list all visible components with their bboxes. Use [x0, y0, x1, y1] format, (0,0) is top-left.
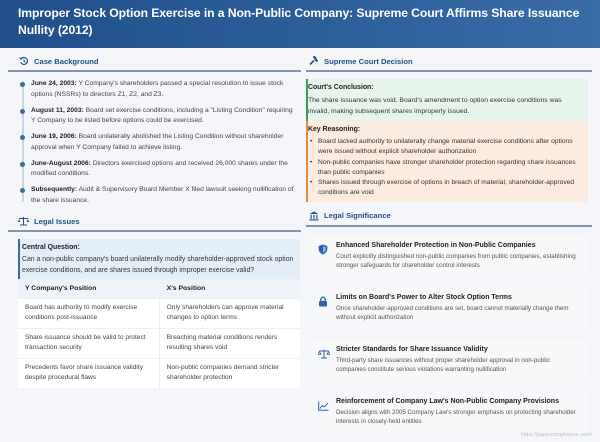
page-header [0, 0, 600, 48]
shield-icon [318, 241, 332, 273]
timeline-item [31, 132, 296, 153]
history-icon [18, 56, 29, 67]
significance-card [310, 390, 588, 435]
positions-table [18, 279, 300, 388]
key-reasoning-list [308, 137, 584, 199]
court-conclusion-label: Court's Conclusion: [308, 84, 374, 91]
timeline-date: June-August 2006: [31, 159, 91, 167]
timeline-text: Directors exercised options and received 26,000 shares under the modified conditions. [31, 159, 288, 177]
legal-significance-title: Legal Significance [324, 211, 391, 221]
key-reasoning-label: Key Reasoning: [308, 126, 361, 133]
scale-icon [18, 216, 29, 227]
column-header-y-company: Y Company's Position [18, 279, 159, 298]
gavel-icon [308, 56, 319, 67]
card-title: Enhanced Shareholder Protection in Non-Public Companies [336, 241, 536, 249]
table-row [18, 328, 300, 358]
timeline-text: Y Company's shareholders passed a special resolution to issue stock options (NSSRs) to directors Z1, Z2, and Z3. [31, 80, 284, 98]
reasoning-item: • Board lacked authority to unilaterally change material exercise conditions after options were issued without explicit shareholder authorization [308, 137, 584, 158]
timeline-text: Audit & Supervisory Board Member X filed lawsuit seeking nullification of the share issuance. [31, 186, 294, 204]
balance-scale-icon [318, 345, 332, 377]
card-title: Reinforcement of Company Law's Non-Public Company Provisions [336, 397, 559, 405]
timeline-dot [20, 109, 25, 114]
timeline-date: June 24, 2003: [31, 80, 77, 87]
supreme-court-decision-header [306, 52, 592, 72]
significance-card [310, 286, 588, 331]
timeline-item [31, 79, 296, 100]
table-cell: Breaching material conditions renders resulting shares void [159, 328, 300, 358]
lock-icon [318, 293, 332, 325]
legal-issues-header [8, 212, 301, 232]
case-background-title: Case Background [34, 56, 99, 66]
right-column [306, 48, 592, 435]
timeline-item [31, 159, 296, 180]
timeline-date: August 11, 2003: [31, 106, 84, 114]
reasoning-item: • Non-public companies have stronger shareholder protection regarding share issuances than public companies [308, 158, 584, 179]
case-background-header [8, 52, 301, 72]
card-title: Stricter Standards for Share Issuance Validity [336, 345, 488, 353]
timeline-text: Board set exercise conditions, including a "Listing Condition" requiring Y Company to be listed before options could be exercised. [31, 106, 293, 124]
court-conclusion-box [306, 79, 588, 121]
landmark-icon [308, 210, 319, 221]
table-header-row [18, 279, 300, 298]
card-description: Decision aligns with 2005 Company Law's stronger emphasis on protecting shareholder interests in closely-held entities [336, 408, 576, 426]
timeline-item [31, 106, 296, 127]
timeline-dot [20, 162, 25, 167]
table-cell: Board has authority to modify exercise conditions post-issuance [18, 298, 159, 328]
source-watermark: https://japancompliance.com/ [520, 432, 592, 438]
column-header-x: X's Position [159, 279, 300, 298]
card-title: Limits on Board's Power to Alter Stock Option Terms [336, 293, 512, 301]
significance-card [310, 338, 588, 383]
timeline-text: Board unilaterally abolished the Listing Condition without shareholder approval when Y Company failed to achieve listing. [31, 133, 284, 151]
table-row [18, 298, 300, 328]
central-question-label: Central Question: [22, 244, 80, 251]
legal-issues-title: Legal Issues [34, 216, 80, 226]
chart-line-icon [318, 397, 332, 429]
table-row [18, 358, 300, 388]
significance-card [310, 234, 588, 279]
left-column [8, 48, 301, 388]
court-conclusion-text: The share issuance was void. Board's amendment to option exercise conditions was invalid, making subsequent shares improperly issued. [308, 97, 562, 115]
table-cell: Non-public companies demand stricter shareholder protection [159, 358, 300, 388]
legal-significance-header [306, 207, 592, 227]
supreme-court-decision-title: Supreme Court Decision [324, 56, 413, 66]
card-description: Once shareholder-approved conditions are set, board cannot materially change them without explicit authorization [336, 304, 569, 322]
timeline-dot [20, 188, 25, 193]
central-question-text: Can a non-public company's board unilaterally modify shareholder-approved stock option exercise conditions, and are shares issued through improper exercise valid? [22, 256, 294, 274]
timeline-dot [20, 135, 25, 140]
timeline-item [31, 185, 296, 206]
card-description: Third-party share issuances without proper shareholder approval in non-public companies constitute serious violations warranting nullification [336, 356, 550, 374]
key-reasoning-box [306, 121, 588, 202]
page-title: Improper Stock Option Exercise in a Non-Public Company: Supreme Court Affirms Share Issuance Nullity (2012) [18, 6, 580, 37]
timeline-date: Subsequently: [31, 186, 78, 193]
table-cell: Precedents favor share issuance validity despite procedural flaws [18, 358, 159, 388]
case-timeline [8, 79, 301, 206]
reasoning-item: • Shares issued through exercise of options in breach of material, shareholder-approved conditions are void [308, 178, 584, 199]
central-question-box [18, 239, 300, 279]
table-cell: Only shareholders can approve material changes to option terms [159, 298, 300, 328]
card-description: Court explicitly distinguished non-public companies from public companies, establishing stronger safeguards for shareholder control interests [336, 252, 576, 270]
table-cell: Share issuance should be valid to protect transaction security [18, 328, 159, 358]
timeline-date: June 19, 2006: [31, 133, 77, 140]
timeline-dot [20, 82, 25, 87]
